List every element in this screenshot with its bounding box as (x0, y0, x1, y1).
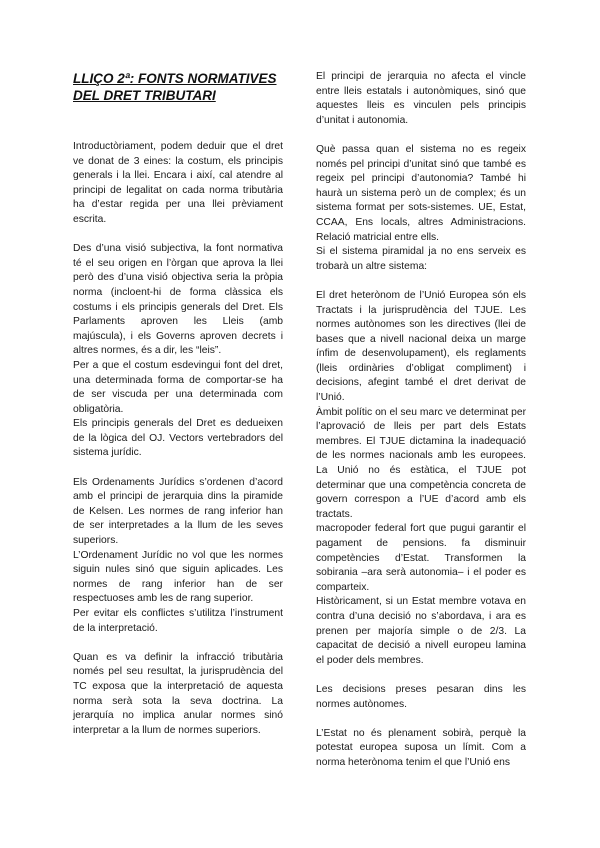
paragraph: El principi de jerarquia no afecta el vincle entre lleis estatals i autonòmiques, sinó que aquestes lleis es vinculen pels principis d’unitat i autonomia. (316, 71, 526, 126)
paragraph: macropoder federal fort que pugui garantir el pagament de pensions. fa disminuir competències d’Estat. Transformen la sobirania –ara serà autonomia– i el poder es comparteix. (316, 523, 526, 593)
paragraph: Les decisions preses pesaran dins les normes autònomes. (316, 683, 526, 710)
paragraph: Històricament, si un Estat membre votava en contra d’una decisió no s’abordava, i ara es prenen per majoría simple o de 2/3. La capacitat de decisió a nivell europeu lamina el poder dels membres. (316, 596, 526, 666)
paragraph: Quan es va definir la infracció tributària només pel seu resultat, la jurisprudència del TC exposa que la interpretació de aquesta norma serà sota la seva doctrina. La jerarquía no implica anular normes sinó interpretar a la llum de normes superiors. (73, 651, 283, 736)
paragraph: Què passa quan el sistema no es regeix només pel principi d’unitat sinó que també es regeix pel principi d’autonomia? També hi haurà un sistema però un de complex; és un sistema format per sots-sistemes. UE, Estat, CCAA, Ens locals, altres Administracions. Relació matricial entre ells. (316, 143, 526, 243)
paragraph: Els principis generals del Dret es dedueixen de la lògica del OJ. Vectors vertebradors del sistema jurídic. (73, 418, 283, 459)
right-column (316, 70, 526, 771)
paragraph: L’Estat no és plenament sobirà, perquè la potestat europea suposa un límit. Com a norma heterònoma tenim el que l’Unió ens (316, 727, 526, 768)
paragraph: Des d’una visió subjectiva, la font normativa té el seu origen en l’òrgan que aprova la llei però des d’una visió objectiva seria la pròpia norma (incloent-hi de forma clàssica els costums i els principis generals del Dret. Els Parlaments aproven les Lleis (amb majúscula), i els Governs aproven decrets i altres normes, és a dir, les “leis”. (73, 243, 283, 357)
paragraph: El dret heterònom de l’Unió Europea són els Tractats i la jurisprudència del TJUE. Les normes autònomes son les directives (llei de bases que a nivell nacional deixa un marge ínfim de desenvolupament), els reglaments (lleis ordinàries d’obligat compliment) i decisions, afegint també el dret derivat de l’Unió. (316, 289, 526, 404)
paragraph: Per a que el costum esdevingui font del dret, una determinada forma de comportar-se ha de ser viscuda per una determinada com obligatòria. (73, 359, 283, 415)
paragraph: L’Ordenament Jurídic no vol que les normes siguin nules sinó que siguin aplicades. Les normes de rang inferior han de ser respectuoses amb les de rang superior. (73, 549, 283, 605)
left-column (73, 70, 283, 738)
paragraph: Àmbit polític on el seu marc ve determinat per l’aprovació de lleis per part dels Estats membres. El TJUE dictamina la inadequació de les normes nacionals amb les europees. La Unió no és estàtica, el TJUE pot determinar que una competència concreta de govern correspon a l’UE d’acord amb els tractats. (316, 406, 526, 520)
paragraph: Si el sistema piramidal ja no ens serveix es trobarà un altre sistema: (316, 246, 526, 272)
paragraph: Els Ordenaments Jurídics s’ordenen d’acord amb el principi de jerarquia dins la piramide de Kelsen. Les normes de rang inferior han de ser interpretades a la llum de les seves superiors. (73, 476, 283, 547)
title-line-1: LLIÇO 2ª: FONTS NORMATIVES (73, 71, 277, 86)
paragraph: Introductòriament, podem deduir que el dret ve donat de 3 eines: la costum, els principis generals i la llei. Encara i així, cal atendre al principi de legalitat on cada norma tributària ha d’estar regida per una llei prèviament escrita. (73, 141, 283, 225)
paragraph: Per evitar els conflictes s’utilitza l’instrument de la interpretació. (73, 608, 283, 634)
page-title (73, 70, 283, 104)
title-line-2: DEL DRET TRIBUTARI (73, 88, 216, 103)
